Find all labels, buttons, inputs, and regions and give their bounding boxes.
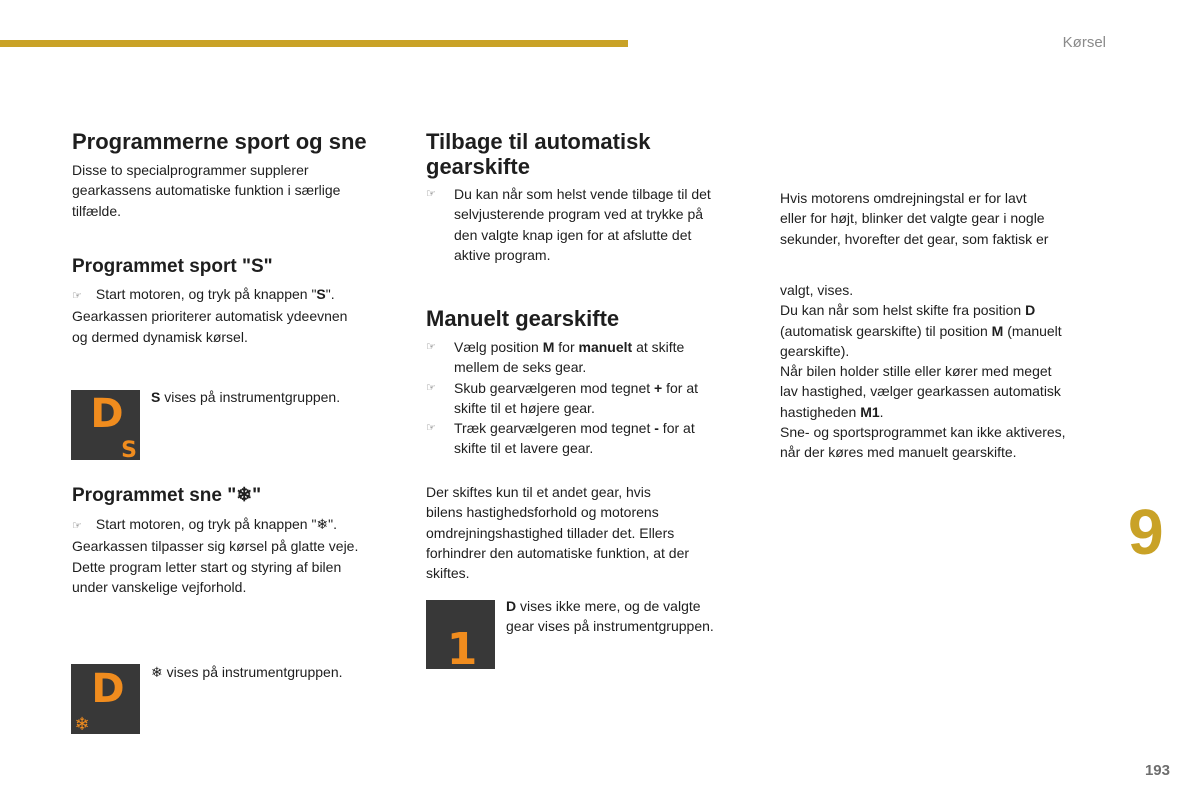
sport-display-image — [71, 390, 140, 460]
auto-title-block — [426, 129, 746, 179]
manual-bullet: ☞ Træk gearvælgeren mod tegnet - for at skifte til et lavere gear. — [426, 420, 695, 457]
manual-display-image — [426, 600, 495, 669]
auto-title-line: gearskifte — [426, 154, 530, 179]
auto-title-line: Tilbage til automatisk — [426, 129, 651, 154]
col1-intro — [72, 160, 412, 221]
snow-bullet: ☞ Start motoren, og tryk på knappen "❄". — [72, 516, 337, 532]
header-accent-bar — [0, 40, 628, 47]
display-gear-text: 1 — [446, 624, 478, 669]
sport-heading: Programmet sport "S" — [72, 256, 273, 277]
manual-paragraph: Der skiftes kun til et andet gear, hvis bilens hastighedsforhold og motorens omdrejningshastighed tillader det. Ellers forhindrer den automatiske funktion, at der skiftes. — [426, 484, 690, 582]
section-label: Kørsel — [1062, 34, 1106, 51]
snow-line: Gearkassen tilpasser sig kørsel på glatte veje. — [72, 538, 359, 555]
snow-heading-block — [72, 485, 261, 507]
manual-title-block — [426, 306, 619, 331]
manual-title: Manuelt gearskifte — [426, 306, 620, 331]
snow-body — [72, 514, 412, 597]
bullet-marker-icon: ☞ — [72, 290, 82, 302]
chapter-number: 9 — [1128, 496, 1164, 568]
bullet-marker-icon: ☞ — [426, 341, 436, 353]
page-number: 193 — [1144, 762, 1170, 779]
snowflake-icon: ❄ — [74, 714, 90, 734]
manual-caption: D vises ikke mere, og de valgte gear vises på instrumentgruppen. — [506, 598, 714, 635]
display-gear-text: D — [90, 391, 124, 437]
col3-para1: Hvis motorens omdrejningstal er for lavt eller for højt, blinker det valgte gear i nogle sekunder, hvorefter det gear, som faktisk er — [780, 190, 1049, 247]
intro-line: gearkassens automatiske funktion i særlige — [72, 182, 341, 199]
sport-caption: S vises på instrumentgruppen. — [151, 389, 341, 405]
display-mode-text: S — [121, 438, 137, 460]
sport-heading-block — [72, 256, 273, 278]
display-gear-text: D — [91, 666, 125, 712]
auto-bullet: ☞ Du kan når som helst vende tilbage til det selvjusterende program ved at trykke på den valgte knap igen for at afslutte det aktive program. — [426, 186, 711, 263]
manual-bullet: ☞ Skub gearvælgeren mod tegnet + for at skifte til et højere gear. — [426, 379, 698, 416]
snow-line: under vanskelige vejforhold. — [72, 578, 247, 595]
manual-bullets — [426, 337, 746, 459]
manual-bullet: ☞ Vælg position M for manuelt at skifte mellem de seks gear. — [426, 339, 685, 376]
bullet-marker-icon: ☞ — [72, 520, 82, 532]
bullet-marker-icon: ☞ — [426, 188, 436, 200]
sport-body — [72, 284, 412, 347]
snow-line: Dette program letter start og styring af bilen — [72, 558, 342, 575]
col1-title: Programmerne sport og sne — [72, 129, 367, 154]
intro-line: tilfælde. — [72, 202, 122, 219]
sport-line: Gearkassen prioriterer automatisk ydeevnen — [72, 308, 348, 325]
col3-para2: valgt, vises. Du kan når som helst skifte fra position D (automatisk gearskifte) til position M (manuelt gearskifte). Når bilen holder stille eller kører med meget lav hastighed, vælger gearkassen automatisk hastigheden M1. Sne- og sportsprogrammet kan ikke aktiveres, når der køres med manuelt gearskifte. — [780, 282, 1066, 461]
col1-title-block — [72, 129, 412, 154]
snow-caption: ❄ vises på instrumentgruppen. — [151, 664, 343, 680]
snow-display-image — [71, 664, 140, 734]
snow-heading: Programmet sne "❄" — [72, 485, 262, 506]
bullet-marker-icon: ☞ — [426, 422, 436, 435]
sport-bullet: ☞ Start motoren, og tryk på knappen "S". — [72, 286, 335, 302]
bullet-marker-icon: ☞ — [426, 381, 436, 394]
intro-line: Disse to specialprogrammer supplerer — [72, 162, 309, 178]
sport-line: og dermed dynamisk kørsel. — [72, 328, 248, 345]
